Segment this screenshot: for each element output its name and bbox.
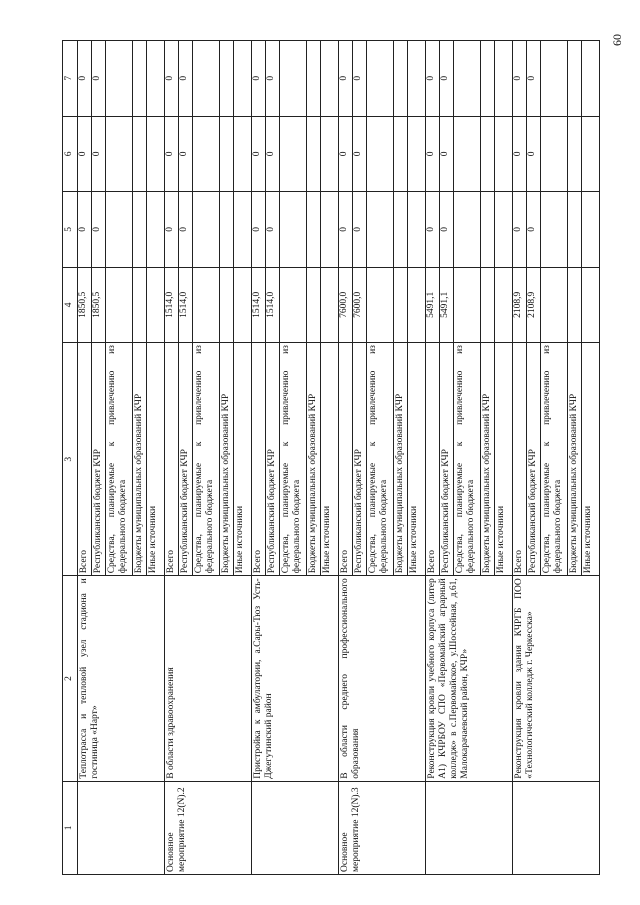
object-name-cell: В области здравоохранения <box>165 576 252 781</box>
funding-source-cell: Иные источники <box>321 343 339 576</box>
value-cell: 0 <box>513 192 527 268</box>
value-cell: 0 <box>179 192 193 268</box>
funding-source-cell: Всего <box>165 343 179 576</box>
value-cell: 0 <box>527 116 541 192</box>
value-cell <box>541 116 568 192</box>
value-cell: 0 <box>266 41 280 117</box>
value-cell: 1514,0 <box>179 267 193 343</box>
value-cell <box>321 267 339 343</box>
rotated-table-wrapper <box>62 40 593 875</box>
funding-source-cell: Иные источники <box>495 343 513 576</box>
table-row <box>78 41 92 875</box>
funding-source-cell: Средства, планируемые к привлечению из федерального бюджета <box>367 343 394 576</box>
funding-source-cell: Средства, планируемые к привлечению из федерального бюджета <box>454 343 481 576</box>
value-cell: 0 <box>339 41 353 117</box>
funding-source-cell: Республиканский бюджет КЧР <box>440 343 454 576</box>
value-cell <box>408 192 426 268</box>
value-cell <box>147 116 165 192</box>
value-cell <box>568 116 582 192</box>
value-cell <box>582 192 600 268</box>
value-cell <box>280 267 307 343</box>
object-name-cell: Теплотрасса и тепловой узел стадиона и гостиница «Нарт» <box>78 576 165 781</box>
value-cell <box>481 41 495 117</box>
value-cell <box>495 192 513 268</box>
value-cell <box>321 192 339 268</box>
header-cell: 7 <box>63 41 78 117</box>
value-cell: 7600,0 <box>339 267 353 343</box>
value-cell <box>220 41 234 117</box>
funding-source-cell: Средства, планируемые к привлечению из федерального бюджета <box>280 343 307 576</box>
value-cell: 0 <box>78 116 92 192</box>
value-cell <box>454 192 481 268</box>
value-cell <box>307 192 321 268</box>
funding-source-cell: Средства, планируемые к привлечению из федерального бюджета <box>106 343 133 576</box>
funding-source-cell: Бюджеты муниципальных образований КЧР <box>481 343 495 576</box>
value-cell: 1514,0 <box>252 267 266 343</box>
header-cell: 2 <box>63 576 78 781</box>
value-cell <box>495 41 513 117</box>
value-cell: 0 <box>353 192 367 268</box>
funding-source-cell: Бюджеты муниципальных образований КЧР <box>394 343 408 576</box>
value-cell <box>321 41 339 117</box>
value-cell <box>133 116 147 192</box>
value-cell <box>133 267 147 343</box>
value-cell <box>367 41 394 117</box>
value-cell <box>481 116 495 192</box>
object-name-cell: Реконструкция кровли учебного корпуса (литер А1) КЧРБОУ СПО «Первомайский аграрный колледж» в с.Первомайское, у.Шоссейная, д.61, Малокарачаевский район, КЧР» <box>426 576 513 781</box>
page-number: 60 <box>610 34 624 46</box>
value-cell: 0 <box>165 192 179 268</box>
value-cell: 0 <box>353 116 367 192</box>
value-cell <box>495 267 513 343</box>
value-cell: 0 <box>527 192 541 268</box>
value-cell <box>568 267 582 343</box>
value-cell <box>541 267 568 343</box>
value-cell <box>193 116 220 192</box>
measure-cell <box>513 781 600 874</box>
value-cell <box>408 41 426 117</box>
value-cell: 0 <box>252 41 266 117</box>
funding-source-cell: Всего <box>513 343 527 576</box>
value-cell <box>582 41 600 117</box>
funding-source-cell: Республиканский бюджет КЧР <box>527 343 541 576</box>
value-cell <box>147 192 165 268</box>
value-cell <box>582 116 600 192</box>
value-cell <box>582 267 600 343</box>
value-cell: 0 <box>339 192 353 268</box>
value-cell <box>454 267 481 343</box>
measure-cell: Основное мероприятие 12(N).3 <box>339 781 426 874</box>
value-cell <box>307 267 321 343</box>
funding-source-cell: Иные источники <box>408 343 426 576</box>
measure-cell <box>78 781 165 874</box>
value-cell <box>280 192 307 268</box>
value-cell: 0 <box>179 41 193 117</box>
value-cell: 0 <box>440 192 454 268</box>
value-cell: 0 <box>92 192 106 268</box>
value-cell: 0 <box>513 41 527 117</box>
value-cell: 0 <box>266 116 280 192</box>
value-cell <box>133 41 147 117</box>
value-cell: 0 <box>513 116 527 192</box>
value-cell: 0 <box>165 41 179 117</box>
funding-source-cell: Республиканский бюджет КЧР <box>266 343 280 576</box>
value-cell: 7600,0 <box>353 267 367 343</box>
value-cell <box>321 116 339 192</box>
value-cell <box>408 116 426 192</box>
value-cell <box>307 41 321 117</box>
table-row <box>165 41 179 875</box>
value-cell: 0 <box>179 116 193 192</box>
value-cell <box>106 41 133 117</box>
value-cell <box>147 41 165 117</box>
value-cell <box>193 192 220 268</box>
value-cell: 1850,5 <box>92 267 106 343</box>
value-cell <box>234 116 252 192</box>
value-cell <box>234 192 252 268</box>
measure-cell <box>426 781 513 874</box>
value-cell <box>147 267 165 343</box>
funding-source-cell: Иные источники <box>147 343 165 576</box>
value-cell <box>568 192 582 268</box>
value-cell: 0 <box>426 192 440 268</box>
funding-source-cell: Бюджеты муниципальных образований КЧР <box>133 343 147 576</box>
value-cell: 2108,9 <box>527 267 541 343</box>
value-cell: 0 <box>426 41 440 117</box>
value-cell <box>193 41 220 117</box>
header-cell: 6 <box>63 116 78 192</box>
funding-source-cell: Бюджеты муниципальных образований КЧР <box>307 343 321 576</box>
funding-source-cell: Средства, планируемые к привлечению из федерального бюджета <box>541 343 568 576</box>
value-cell <box>133 192 147 268</box>
table-body <box>78 41 600 875</box>
value-cell <box>541 192 568 268</box>
object-name-cell: Пристройка к амбулатории, а.Сары-Тюз Усть-Джегутинский район <box>252 576 339 781</box>
value-cell: 0 <box>92 41 106 117</box>
funding-source-cell: Бюджеты муниципальных образований КЧР <box>568 343 582 576</box>
value-cell: 0 <box>252 116 266 192</box>
funding-source-cell: Бюджеты муниципальных образований КЧР <box>220 343 234 576</box>
header-cell: 5 <box>63 192 78 268</box>
value-cell <box>454 41 481 117</box>
table-row <box>426 41 440 875</box>
header-cell: 4 <box>63 267 78 343</box>
funding-source-cell: Всего <box>78 343 92 576</box>
value-cell: 0 <box>527 41 541 117</box>
value-cell: 1514,0 <box>266 267 280 343</box>
value-cell <box>106 267 133 343</box>
measure-cell: Основное мероприятие 12(N).2 <box>165 781 252 874</box>
funding-source-cell: Республиканский бюджет КЧР <box>353 343 367 576</box>
value-cell <box>394 116 408 192</box>
value-cell <box>106 192 133 268</box>
funding-source-cell: Всего <box>339 343 353 576</box>
value-cell: 2108,9 <box>513 267 527 343</box>
value-cell <box>234 41 252 117</box>
value-cell <box>394 192 408 268</box>
budget-table <box>62 40 600 875</box>
value-cell <box>234 267 252 343</box>
value-cell <box>220 267 234 343</box>
value-cell <box>408 267 426 343</box>
value-cell <box>394 267 408 343</box>
header-cell: 1 <box>63 781 78 874</box>
funding-source-cell: Иные источники <box>582 343 600 576</box>
value-cell: 0 <box>78 192 92 268</box>
value-cell <box>307 116 321 192</box>
value-cell <box>106 116 133 192</box>
value-cell <box>367 267 394 343</box>
measure-cell <box>252 781 339 874</box>
value-cell: 0 <box>426 116 440 192</box>
value-cell: 0 <box>252 192 266 268</box>
funding-source-cell: Республиканский бюджет КЧР <box>92 343 106 576</box>
value-cell: 0 <box>339 116 353 192</box>
value-cell <box>568 41 582 117</box>
value-cell <box>541 41 568 117</box>
value-cell <box>454 116 481 192</box>
value-cell <box>394 41 408 117</box>
value-cell: 1850,5 <box>78 267 92 343</box>
value-cell <box>481 267 495 343</box>
value-cell: 0 <box>165 116 179 192</box>
object-name-cell: В области среднего профессионального образования <box>339 576 426 781</box>
value-cell: 0 <box>440 41 454 117</box>
value-cell <box>367 116 394 192</box>
value-cell: 1514,0 <box>165 267 179 343</box>
value-cell: 5491,1 <box>440 267 454 343</box>
funding-source-cell: Всего <box>426 343 440 576</box>
value-cell: 0 <box>92 116 106 192</box>
value-cell: 5491,1 <box>426 267 440 343</box>
table-row <box>339 41 353 875</box>
value-cell <box>193 267 220 343</box>
value-cell: 0 <box>353 41 367 117</box>
value-cell <box>220 116 234 192</box>
funding-source-cell: Всего <box>252 343 266 576</box>
header-row <box>63 41 78 875</box>
funding-source-cell: Средства, планируемые к привлечению из федерального бюджета <box>193 343 220 576</box>
value-cell <box>220 192 234 268</box>
value-cell <box>367 192 394 268</box>
table-row <box>513 41 527 875</box>
object-name-cell: Реконструкция кровли здания КЧРГБ ПОО «Технологический колледж г. Черкесска» <box>513 576 600 781</box>
value-cell: 0 <box>440 116 454 192</box>
table-row <box>252 41 266 875</box>
value-cell: 0 <box>266 192 280 268</box>
value-cell <box>280 116 307 192</box>
funding-source-cell: Республиканский бюджет КЧР <box>179 343 193 576</box>
funding-source-cell: Иные источники <box>234 343 252 576</box>
value-cell: 0 <box>78 41 92 117</box>
value-cell <box>481 192 495 268</box>
value-cell <box>280 41 307 117</box>
value-cell <box>495 116 513 192</box>
header-cell: 3 <box>63 343 78 576</box>
